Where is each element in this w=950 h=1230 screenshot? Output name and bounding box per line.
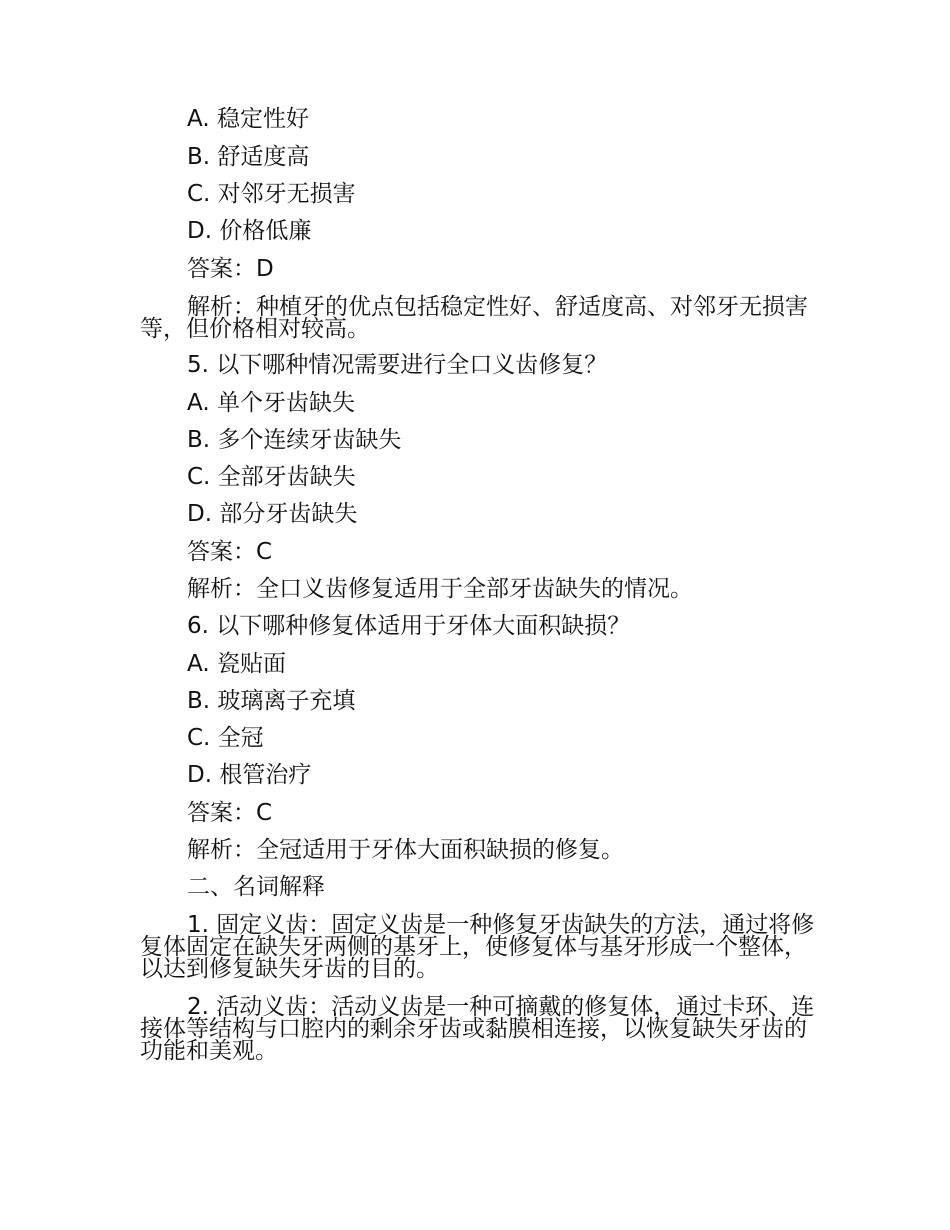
q5-explanation: 解析：全口义齿修复适用于全部牙齿缺失的情况。: [187, 576, 693, 602]
q4-option-a: A. 稳定性好: [187, 106, 309, 132]
q4-explanation: 解析：种植牙的优点包括稳定性好、舒适度高、对邻牙无损害等，但价格相对较高。: [140, 294, 808, 342]
q4-option-d: D. 价格低廉: [187, 218, 312, 244]
q5-question: 5. 以下哪种情况需要进行全口义齿修复？: [187, 352, 608, 378]
q5-option-c: C. 全部牙齿缺失: [187, 464, 356, 490]
q6-answer: 答案：C: [187, 800, 273, 826]
term-removable-denture: 2. 活动义齿：活动义齿是一种可摘戴的修复体，通过卡环、连接体等结构与口腔内的剩余牙齿或黏膜相连接，以恢复缺失牙齿的功能和美观。: [140, 994, 815, 1064]
term-fixed-denture: 1. 固定义齿：固定义齿是一种修复牙齿缺失的方法，通过将修复体固定在缺失牙两侧的基牙上，使修复体与基牙形成一个整体，以达到修复缺失牙齿的目的。: [140, 912, 815, 982]
q6-explanation: 解析：全冠适用于牙体大面积缺损的修复。: [187, 837, 624, 863]
q5-answer: 答案：C: [187, 539, 273, 565]
q4-option-b: B. 舒适度高: [187, 144, 310, 170]
q5-option-b: B. 多个连续牙齿缺失: [187, 427, 402, 453]
q4-answer: 答案：D: [187, 256, 274, 282]
q6-option-c: C. 全冠: [187, 725, 264, 751]
q6-option-a: A. 瓷贴面: [187, 651, 286, 677]
q5-option-d: D. 部分牙齿缺失: [187, 501, 358, 527]
q6-option-d: D. 根管治疗: [187, 762, 312, 788]
q5-option-a: A. 单个牙齿缺失: [187, 390, 355, 416]
q6-option-b: B. 玻璃离子充填: [187, 688, 356, 714]
section-heading: 二、名词解释: [187, 874, 325, 900]
q6-question: 6. 以下哪种修复体适用于牙体大面积缺损？: [187, 613, 631, 639]
q4-option-c: C. 对邻牙无损害: [187, 181, 356, 207]
